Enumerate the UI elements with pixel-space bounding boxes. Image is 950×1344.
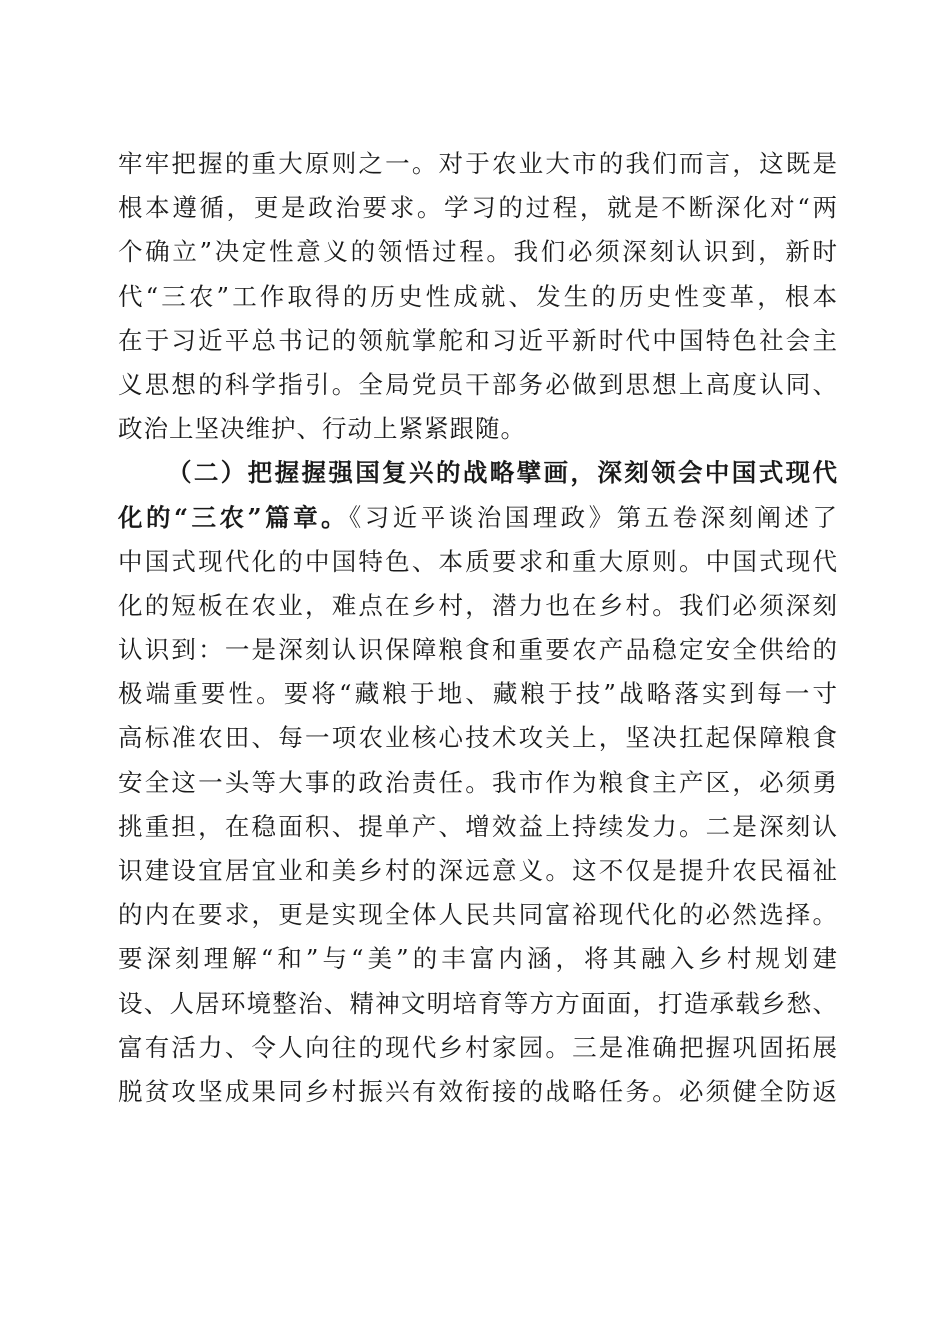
text-line: 安全这一头等大事的政治责任。我市作为粮食主产区，必须勇	[118, 767, 838, 797]
text-line: 中国式现代化的中国特色、本质要求和重大原则。中国式现代	[118, 546, 838, 576]
text-line: 挑重担，在稳面积、提单产、增效益上持续发力。二是深刻认	[118, 811, 838, 841]
text-line: 设、人居环境整治、精神文明培育等方方面面，打造承载乡愁、	[118, 988, 838, 1018]
text-line: 高标准农田、每一项农业核心技术攻关上，坚决扛起保障粮食	[118, 723, 838, 753]
heading-continuation-line	[118, 496, 838, 540]
text-line: 的内在要求，更是实现全体人民共同富裕现代化的必然选择。	[118, 900, 838, 930]
text-line: 极端重要性。要将“藏粮于地、藏粮于技”战略落实到每一寸	[118, 679, 838, 709]
paragraph-end-line: 政治上坚决维护、行动上紧紧跟随。	[118, 414, 526, 444]
text-line: 认识到：一是深刻认识保障粮食和重要农产品稳定安全供给的	[118, 635, 838, 665]
text-line: 个确立”决定性意义的领悟过程。我们必须深刻认识到，新时	[118, 237, 838, 267]
text-line: 要深刻理解“和”与“美”的丰富内涵，将其融入乡村规划建	[118, 944, 838, 974]
text-line: 化的短板在农业，难点在乡村，潜力也在乡村。我们必须深刻	[118, 590, 838, 620]
section-heading-line: （二）把握握强国复兴的战略擘画，深刻领会中国式现代	[167, 458, 838, 488]
text-line: 根本遵循，更是政治要求。学习的过程，就是不断深化对“两	[118, 193, 838, 223]
text-line: 脱贫攻坚成果同乡村振兴有效衔接的战略任务。必须健全防返	[118, 1076, 838, 1106]
text-line: 代“三农”工作取得的历史性成就、发生的历史性变革，根本	[118, 281, 838, 311]
section-body-start: 《习近平谈治国理政》第五卷深刻阐述了	[349, 502, 839, 532]
section-heading-tail: 化的“三农”篇章。	[118, 502, 350, 532]
text-line: 富有活力、令人向往的现代乡村家园。三是准确把握巩固拓展	[118, 1032, 838, 1062]
text-line: 识建设宜居宜业和美乡村的深远意义。这不仅是提升农民福祉	[118, 856, 838, 885]
document-body	[118, 142, 838, 1114]
text-line: 义思想的科学指引。全局党员干部务必做到思想上高度认同、	[118, 369, 838, 399]
text-line: 牢牢把握的重大原则之一。对于农业大市的我们而言，这既是	[118, 149, 838, 178]
text-line: 在于习近平总书记的领航掌舵和习近平新时代中国特色社会主	[118, 325, 838, 355]
